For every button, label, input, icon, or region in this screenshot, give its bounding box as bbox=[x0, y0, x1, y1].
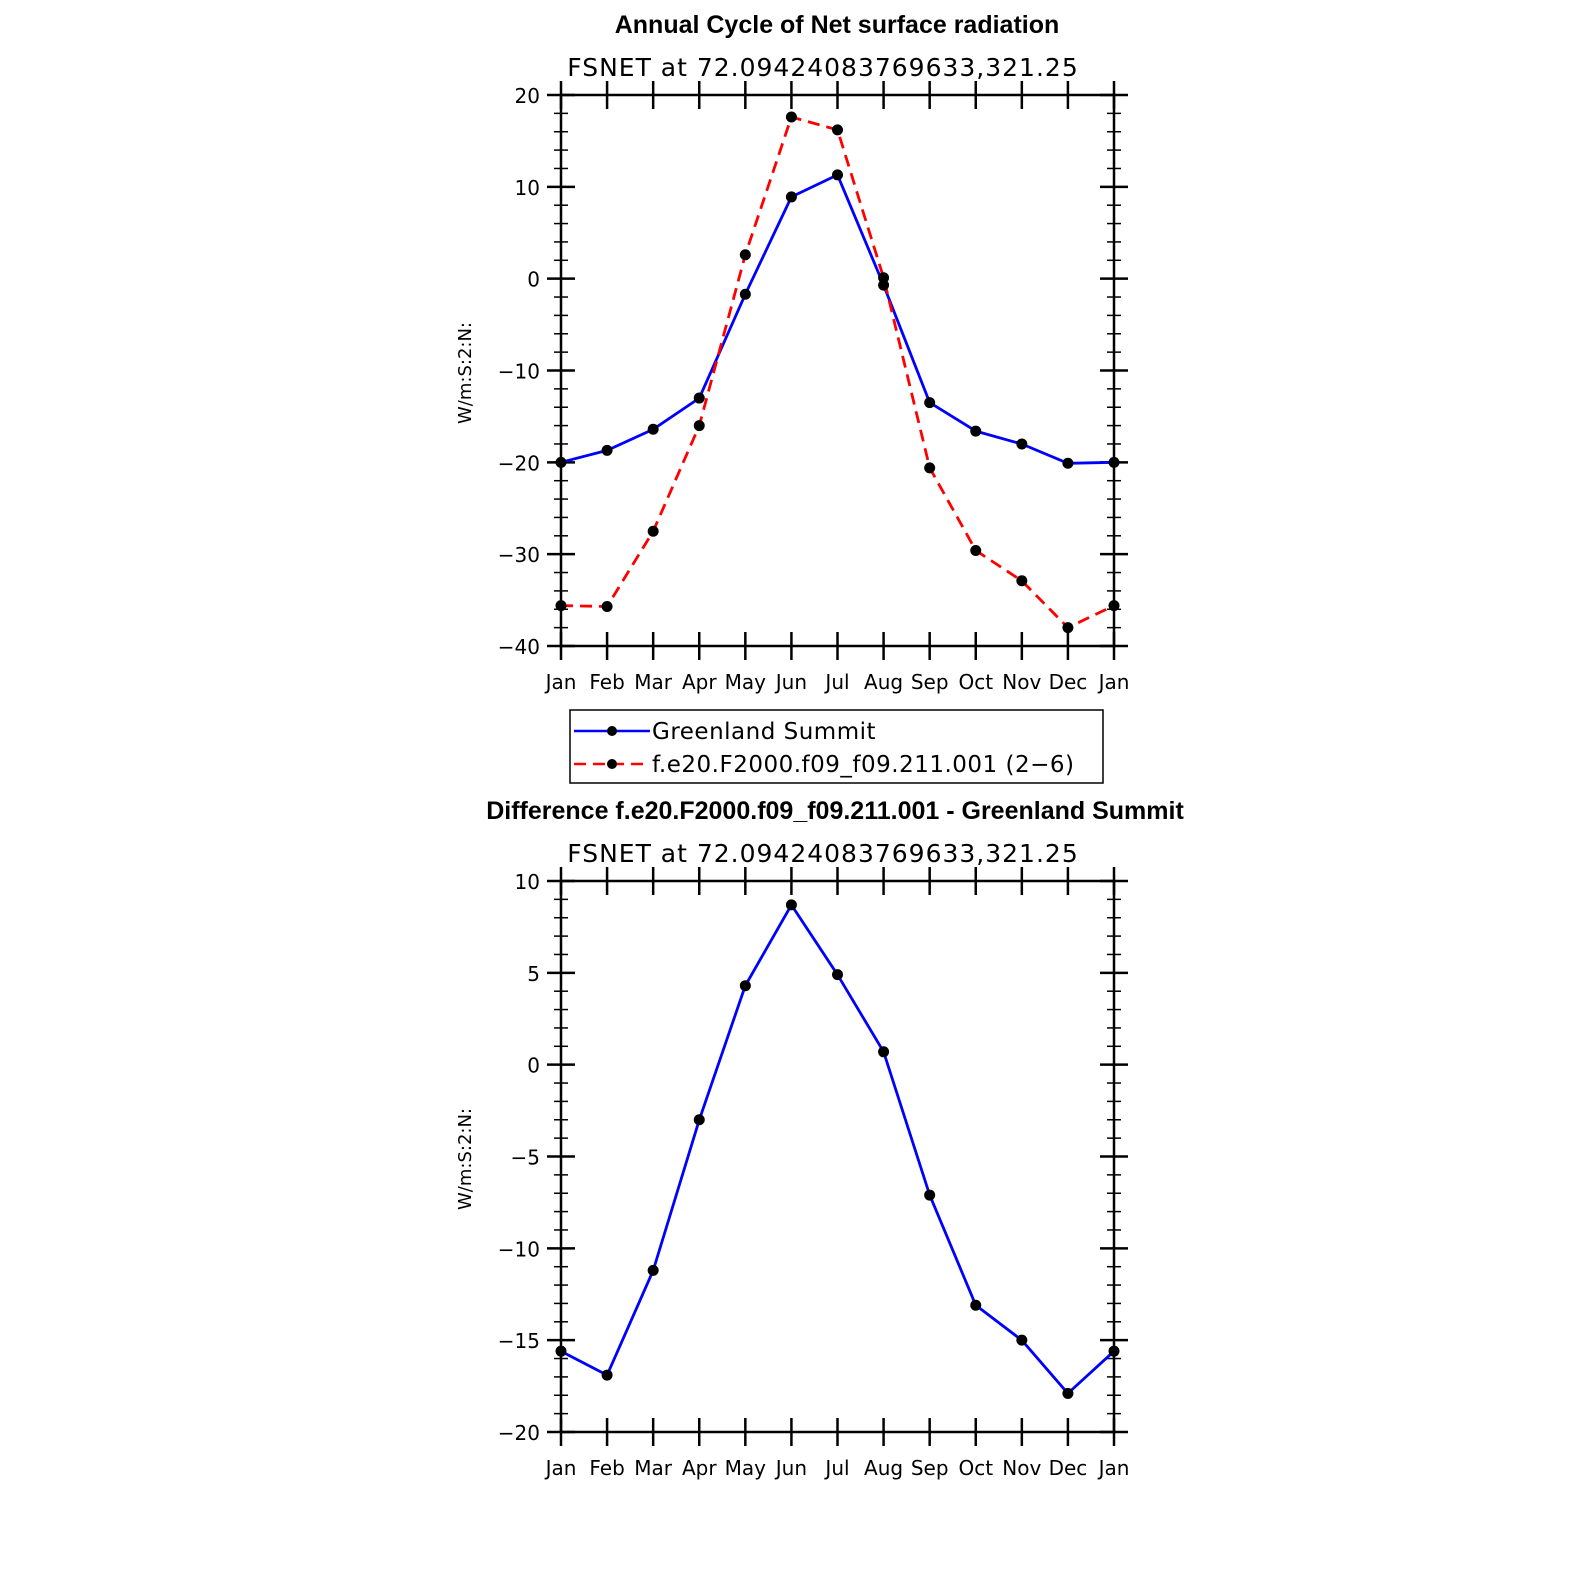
chart-2-series-0-point bbox=[694, 1114, 705, 1125]
chart-1-series-1-point bbox=[1016, 575, 1027, 586]
chart-1-plot bbox=[498, 81, 1130, 694]
legend-marker-model bbox=[607, 759, 617, 769]
chart-2-ytick-label: −15 bbox=[497, 1329, 540, 1354]
chart-2-series-0-point bbox=[1109, 1346, 1120, 1357]
chart-1-series-1-point bbox=[786, 112, 797, 123]
chart-1-series-0-point bbox=[694, 393, 705, 404]
chart-1-series-1-point bbox=[1109, 600, 1120, 611]
chart-1-series-0-point bbox=[970, 426, 981, 437]
chart-2-series-0-point bbox=[740, 980, 751, 991]
chart-1-series-1-point bbox=[602, 601, 613, 612]
chart-1-series-0-point bbox=[556, 457, 567, 468]
chart-1-ytick-label: −20 bbox=[497, 451, 540, 476]
chart-1-series-0-point bbox=[786, 191, 797, 202]
chart-1-xtick-label: Jun bbox=[775, 670, 808, 694]
chart-1-title: Annual Cycle of Net surface radiation bbox=[614, 11, 1060, 39]
chart-2-xtick-label: Jun bbox=[775, 1456, 808, 1480]
chart-1-ytick-label: −10 bbox=[497, 359, 540, 384]
chart-1-xtick-label: Jan bbox=[1098, 670, 1130, 694]
chart-1-xtick-label: Jul bbox=[825, 670, 850, 694]
chart-1-series-0-point bbox=[1109, 457, 1120, 468]
chart-2-xtick-label: Mar bbox=[634, 1456, 673, 1480]
chart-1-series-1-line bbox=[561, 117, 1114, 628]
chart-2-subtitle: FSNET at 72.09424083769633,321.25 bbox=[567, 839, 1079, 868]
chart-1-ytick-label: 10 bbox=[514, 175, 540, 200]
chart-1-series-1-point bbox=[648, 526, 659, 537]
chart-2-xtick-label: Apr bbox=[681, 1456, 717, 1480]
chart-2-xtick-label: Nov bbox=[1002, 1456, 1042, 1480]
chart-1-xtick-label: Oct bbox=[958, 670, 994, 694]
chart-1-xtick-label: Aug bbox=[864, 670, 904, 694]
chart-2-ylabel: W/m:S:2:N: bbox=[455, 1108, 476, 1210]
chart-2-xtick-label: Aug bbox=[864, 1456, 904, 1480]
chart-2-ytick-label: −20 bbox=[497, 1421, 540, 1445]
chart-1-series-0-point bbox=[1062, 458, 1073, 469]
chart-1-ylabel: W/m:S:2:N: bbox=[455, 322, 476, 424]
chart-1-subtitle: FSNET at 72.09424083769633,321.25 bbox=[567, 53, 1079, 82]
chart-1-series-0-point bbox=[648, 424, 659, 435]
chart-2-xtick-label: Jan bbox=[545, 1456, 577, 1480]
chart-1-series-0-point bbox=[740, 289, 751, 300]
chart-2-series-0-point bbox=[786, 899, 797, 910]
chart-1-xtick-label: Dec bbox=[1048, 670, 1088, 694]
chart-2-xtick-label: May bbox=[724, 1456, 767, 1480]
chart-2-ytick-label: 5 bbox=[527, 961, 540, 986]
legend bbox=[570, 710, 1103, 783]
legend-marker-greenland-summit bbox=[607, 726, 617, 736]
chart-1-series-0-point bbox=[1016, 438, 1027, 449]
chart-2-xtick-label: Jul bbox=[825, 1456, 850, 1480]
chart-1-series-0-line bbox=[561, 175, 1114, 463]
chart-1-ytick-label: −30 bbox=[497, 543, 540, 568]
chart-2-ytick-label: −10 bbox=[497, 1237, 540, 1262]
chart-1-series-1-point bbox=[694, 420, 705, 431]
chart-2-xtick-label: Sep bbox=[910, 1456, 949, 1480]
chart-2-series-0-point bbox=[878, 1046, 889, 1057]
chart-1-series-1-point bbox=[740, 249, 751, 260]
chart-2-series-0-point bbox=[1016, 1335, 1027, 1346]
chart-2-series-0-point bbox=[556, 1346, 567, 1357]
chart-2-series-0-point bbox=[832, 969, 843, 980]
chart-2-xtick-label: Jan bbox=[1098, 1456, 1130, 1480]
legend-label-model: f.e20.F2000.f09_f09.211.001 (2−6) bbox=[652, 752, 1075, 778]
chart-1-xtick-label: Feb bbox=[589, 670, 625, 694]
chart-2-plot bbox=[498, 867, 1130, 1480]
chart-2-ytick-label: 0 bbox=[527, 1053, 540, 1078]
chart-1-series-1-point bbox=[970, 545, 981, 556]
chart-2-series-0-point bbox=[602, 1370, 613, 1381]
chart-1-series-1-point bbox=[924, 462, 935, 473]
chart-1-series-1-point bbox=[556, 600, 567, 611]
chart-2-series-0-point bbox=[924, 1190, 935, 1201]
chart-1-ytick-label: −40 bbox=[497, 635, 540, 659]
legend-label-greenland-summit: Greenland Summit bbox=[652, 719, 877, 745]
chart-2-xtick-label: Feb bbox=[589, 1456, 625, 1480]
chart-2-title: Difference f.e20.F2000.f09_f09.211.001 - Greenland Summit bbox=[486, 797, 1184, 825]
chart-1-xtick-label: Mar bbox=[634, 670, 673, 694]
chart-2-series-0-point bbox=[970, 1300, 981, 1311]
chart-2-ytick-label: 10 bbox=[514, 870, 540, 894]
chart-2-series-0-point bbox=[648, 1265, 659, 1276]
chart-1-series-0-point bbox=[924, 397, 935, 408]
chart-1-series-1-point bbox=[1062, 622, 1073, 633]
chart-1-xtick-label: Sep bbox=[910, 670, 949, 694]
chart-1-ytick-label: 0 bbox=[527, 267, 540, 292]
chart-2-xtick-label: Dec bbox=[1048, 1456, 1088, 1480]
chart-1-xtick-label: Jan bbox=[545, 670, 577, 694]
chart-1-xtick-label: May bbox=[724, 670, 767, 694]
chart-2-series-0-point bbox=[1062, 1388, 1073, 1399]
chart-1-xtick-label: Apr bbox=[681, 670, 717, 694]
chart-1-ytick-label: 20 bbox=[514, 84, 540, 108]
chart-1-series-1-point bbox=[878, 272, 889, 283]
chart-2-ytick-label: −5 bbox=[510, 1145, 540, 1170]
chart-1-series-0-point bbox=[832, 169, 843, 180]
chart-2-xtick-label: Oct bbox=[958, 1456, 994, 1480]
chart-1-xtick-label: Nov bbox=[1002, 670, 1042, 694]
chart-1-series-1-point bbox=[832, 124, 843, 135]
chart-1-series-0-point bbox=[602, 445, 613, 456]
